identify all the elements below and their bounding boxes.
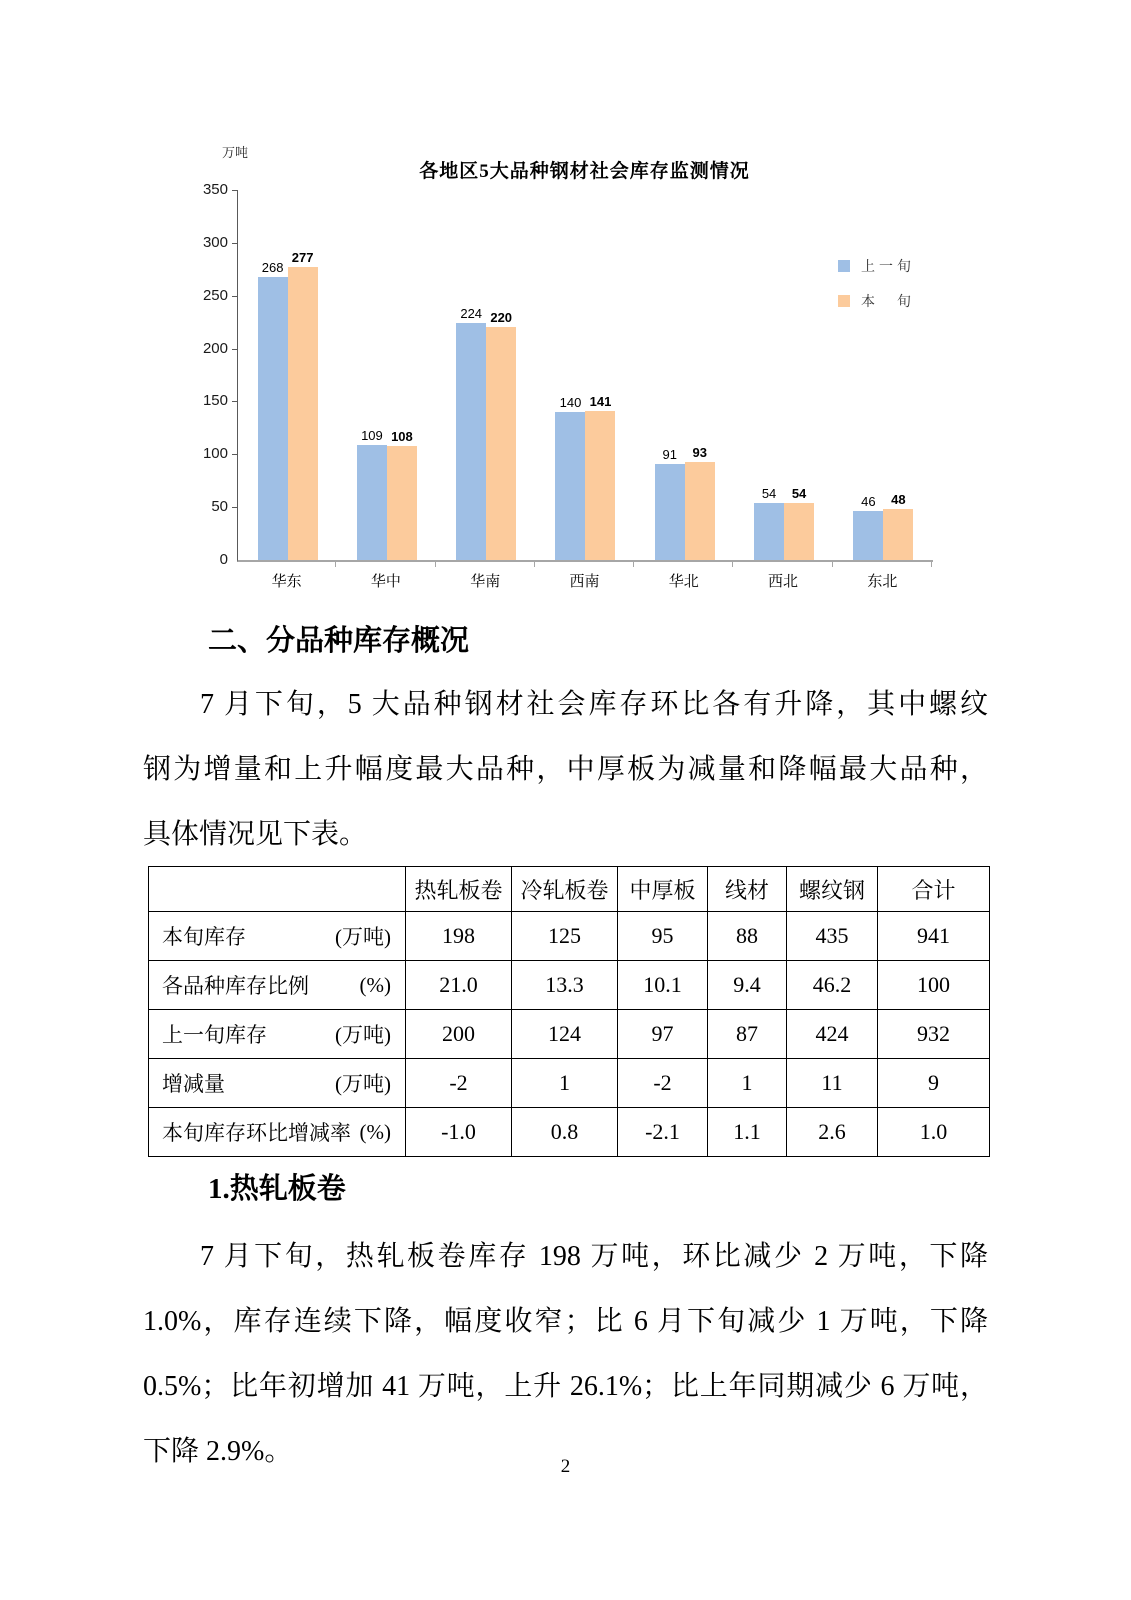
table-cell: 1.0 <box>878 1108 990 1157</box>
y-tick-label: 300 <box>202 233 228 251</box>
plot-column <box>237 190 932 591</box>
table-row-label <box>149 1059 406 1108</box>
x-axis-labels <box>237 570 932 591</box>
y-tick-mark <box>232 401 238 402</box>
table-cell: 1.1 <box>708 1108 787 1157</box>
table-cell: 198 <box>406 912 512 961</box>
bar-group-西南 <box>536 190 635 560</box>
row-label-name: 各品种库存比例 <box>162 974 309 998</box>
bar-value-label: 224 <box>460 306 483 322</box>
x-tick-mark <box>833 562 932 567</box>
section-heading: 二、分品种库存概况 <box>208 625 470 657</box>
y-tick-label: 350 <box>202 181 228 198</box>
y-tick-label: 0 <box>219 551 228 568</box>
row-label-name: 本旬库存 <box>162 925 246 949</box>
bar-rect <box>883 509 913 560</box>
bar-rect <box>754 503 784 560</box>
bar-group-华南 <box>437 190 536 560</box>
paragraph-variety-overview <box>143 672 988 867</box>
x-category-label: 西南 <box>569 574 600 590</box>
bar-上一旬-西北 <box>754 485 784 560</box>
table-cell: 124 <box>512 1010 618 1059</box>
table-header-cell: 热轧板卷 <box>406 867 512 912</box>
table-cell: 2.6 <box>787 1108 878 1157</box>
bar-value-label: 93 <box>692 444 707 460</box>
chart-body <box>185 181 932 591</box>
subsection-heading: 1.热轧板卷 <box>208 1173 346 1205</box>
table-header-row <box>149 867 990 912</box>
y-tick-mark <box>232 507 238 508</box>
paragraph-line: 0.5%；比年初增加 41 万吨，上升 26.1%；比上年同期减少 6 万吨， <box>143 1371 988 1402</box>
inventory-bar-chart <box>185 140 945 610</box>
table-cell: 200 <box>406 1010 512 1059</box>
bar-rect <box>853 511 883 560</box>
paragraph-line: 7 月下旬，热轧板卷库存 198 万吨，环比减少 2 万吨，下降 <box>200 1241 988 1272</box>
table-cell: 13.3 <box>512 961 618 1010</box>
y-tick-label: 200 <box>202 339 228 357</box>
x-tick-mark <box>436 562 535 567</box>
table-row <box>149 1108 990 1157</box>
row-label-unit: (%) <box>359 972 391 997</box>
table-cell: 100 <box>878 961 990 1010</box>
x-tick-mark <box>634 562 733 567</box>
row-label-unit: (%) <box>359 1119 391 1144</box>
legend-swatch <box>838 295 850 307</box>
bar-groups <box>238 190 933 560</box>
bar-rect <box>456 323 486 560</box>
x-tick-mark <box>535 562 634 567</box>
bar-value-label: 277 <box>291 250 314 266</box>
bar-rect <box>685 462 715 560</box>
table-cell: -1.0 <box>406 1108 512 1157</box>
table-cell: 9 <box>878 1059 990 1108</box>
x-category-label: 华北 <box>668 574 699 590</box>
bar-value-label: 54 <box>761 485 777 501</box>
paragraph-line: 7 月下旬，5 大品种钢材社会库存环比各有升降，其中螺纹 <box>200 689 988 720</box>
bar-group-华中 <box>337 190 436 560</box>
table-cell: 125 <box>512 912 618 961</box>
table-cell: -2 <box>618 1059 708 1108</box>
table-row <box>149 1059 990 1108</box>
x-category-label: 东北 <box>867 574 898 590</box>
legend-swatch <box>838 260 850 272</box>
table-cell: 21.0 <box>406 961 512 1010</box>
y-tick-mark <box>232 296 238 297</box>
table-header-cell-empty <box>149 867 406 912</box>
table-cell: -2.1 <box>618 1108 708 1157</box>
table-header-cell: 螺纹钢 <box>787 867 878 912</box>
row-label-unit: (万吨) <box>335 1023 391 1047</box>
legend-entry-本旬 <box>838 291 915 311</box>
page-number: 2 <box>560 1456 571 1477</box>
table-row-label <box>149 961 406 1010</box>
table-cell: 97 <box>618 1010 708 1059</box>
table-cell: 9.4 <box>708 961 787 1010</box>
bar-value-label: 141 <box>589 393 612 409</box>
bar-value-label: 91 <box>662 446 677 462</box>
bar-group-华东 <box>238 190 337 560</box>
table-cell: 11 <box>787 1059 878 1108</box>
row-label-unit: (万吨) <box>335 925 391 949</box>
paragraph-line: 具体情况见下表。 <box>143 819 368 850</box>
x-tick-mark <box>237 562 336 567</box>
bar-value-label: 268 <box>261 259 284 275</box>
bar-rect <box>288 267 318 560</box>
row-label-wrap <box>149 970 405 1000</box>
x-category-label: 华中 <box>370 574 401 590</box>
table-cell: 46.2 <box>787 961 878 1010</box>
row-label-name: 上一旬库存 <box>162 1023 267 1047</box>
inventory-table <box>148 866 990 1157</box>
bar-本旬-西北 <box>784 485 814 560</box>
y-tick-mark <box>232 243 238 244</box>
bar-rect <box>585 411 615 560</box>
table-header-cell: 中厚板 <box>618 867 708 912</box>
bar-rect <box>258 277 288 560</box>
y-tick-label: 250 <box>202 286 228 304</box>
table-cell: 0.8 <box>512 1108 618 1157</box>
y-tick-mark <box>232 190 238 191</box>
table-cell: -2 <box>406 1059 512 1108</box>
table-cell: 941 <box>878 912 990 961</box>
x-category-label: 华南 <box>470 574 501 590</box>
row-label-name: 增减量 <box>162 1072 225 1096</box>
table-row-label <box>149 1108 406 1157</box>
bar-group-华北 <box>635 190 734 560</box>
bar-上一旬-华东 <box>258 259 288 560</box>
table-row-label <box>149 912 406 961</box>
table-cell: 87 <box>708 1010 787 1059</box>
y-tick-mark <box>232 454 238 455</box>
row-label-unit: (万吨) <box>335 1072 391 1096</box>
x-tick-mark <box>733 562 832 567</box>
bar-group-东北 <box>834 190 933 560</box>
bar-本旬-西南 <box>585 393 615 560</box>
table-cell: 10.1 <box>618 961 708 1010</box>
table-header-cell: 合计 <box>878 867 990 912</box>
table-header-cell: 冷轧板卷 <box>512 867 618 912</box>
x-tick-mark <box>336 562 435 567</box>
bar-本旬-东北 <box>883 492 913 560</box>
bar-rect <box>486 327 516 560</box>
bar-value-label: 220 <box>490 310 513 326</box>
table-row-label <box>149 1010 406 1059</box>
paragraph-line: 钢为增量和上升幅度最大品种，中厚板为减量和降幅最大品种， <box>143 754 988 785</box>
bar-本旬-华东 <box>288 250 318 560</box>
chart-title: 各地区5大品种钢材社会库存监测情况 <box>419 161 750 182</box>
bar-上一旬-东北 <box>853 494 883 560</box>
table-cell: 1 <box>512 1059 618 1108</box>
bar-本旬-华南 <box>486 310 516 560</box>
y-tick-label: 100 <box>202 445 228 463</box>
bar-value-label: 54 <box>791 485 807 501</box>
row-label-wrap <box>149 1019 405 1049</box>
row-label-wrap <box>149 921 405 951</box>
table-cell: 95 <box>618 912 708 961</box>
table-header-cell: 线材 <box>708 867 787 912</box>
legend-label: 上一旬 <box>861 260 915 275</box>
bar-上一旬-华北 <box>655 446 685 560</box>
bar-value-label: 46 <box>861 494 876 510</box>
legend-entry-上一旬 <box>838 256 915 276</box>
paragraph-hot-rolled <box>143 1224 988 1484</box>
row-label-name: 本旬库存环比增减率 <box>162 1121 351 1145</box>
table-cell: 932 <box>878 1010 990 1059</box>
bar-rect <box>555 412 585 560</box>
y-tick-mark <box>232 349 238 350</box>
y-axis-unit-label: 万吨 <box>222 145 249 160</box>
bar-group-西北 <box>734 190 833 560</box>
paragraph-line: 1.0%，库存连续下降，幅度收窄；比 6 月下旬减少 1 万吨，下降 <box>143 1306 988 1337</box>
y-tick-label: 150 <box>202 392 228 410</box>
y-tick-label: 50 <box>211 498 228 516</box>
bar-value-label: 48 <box>891 492 906 508</box>
bar-value-label: 108 <box>391 428 413 444</box>
table-cell: 424 <box>787 1010 878 1059</box>
bar-本旬-华北 <box>685 444 715 560</box>
bar-上一旬-华中 <box>357 427 387 560</box>
bar-rect <box>655 464 685 560</box>
bar-rect <box>387 446 417 560</box>
bar-上一旬-西南 <box>555 395 585 560</box>
bar-rect <box>357 445 387 560</box>
table-row <box>149 912 990 961</box>
table-row <box>149 961 990 1010</box>
x-category-label: 西北 <box>768 574 799 590</box>
bar-rect <box>784 503 814 560</box>
x-axis-ticks <box>237 562 932 567</box>
row-label-wrap <box>149 1068 405 1098</box>
row-label-wrap <box>149 1117 405 1147</box>
y-axis <box>185 181 237 568</box>
table-cell: 435 <box>787 912 878 961</box>
x-category-label: 华东 <box>271 574 302 590</box>
table-cell: 88 <box>708 912 787 961</box>
legend-label: 本 旬 <box>861 295 915 310</box>
bar-value-label: 109 <box>361 427 383 443</box>
bar-value-label: 140 <box>559 395 582 410</box>
bar-上一旬-华南 <box>456 306 486 560</box>
paragraph-line: 下降 2.9%。 <box>143 1436 293 1467</box>
plot-area <box>237 190 933 562</box>
table-cell: 1 <box>708 1059 787 1108</box>
bar-本旬-华中 <box>387 428 417 560</box>
chart-legend <box>838 256 915 326</box>
table-row <box>149 1010 990 1059</box>
